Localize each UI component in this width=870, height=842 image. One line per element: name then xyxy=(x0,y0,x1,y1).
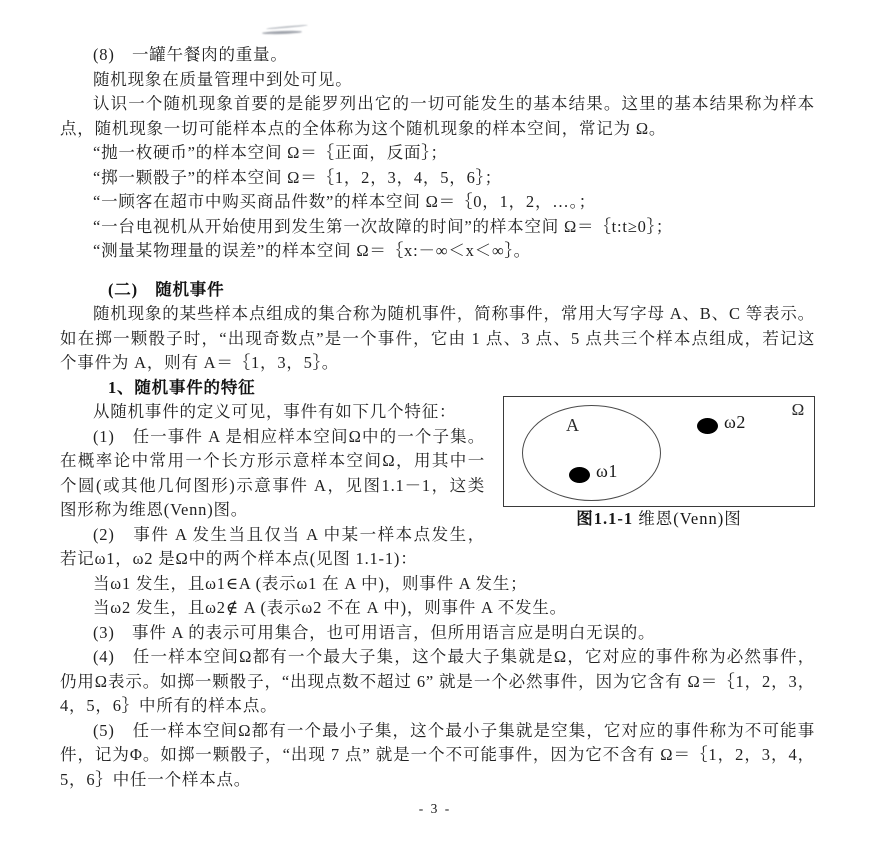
page-number: - 3 - xyxy=(418,801,452,816)
sample-point-omega2-label: ω2 xyxy=(724,412,746,432)
event-a-label: A xyxy=(566,415,580,435)
sample-point-omega1-dot xyxy=(569,467,590,483)
event-a-circle xyxy=(522,405,661,501)
paragraph-feature-2-case2: 当ω2 发生，且ω2∉ A (表示ω2 不在 A 中)，则事件 A 不发生。 xyxy=(93,598,567,617)
paragraph-feature-2: (2) 事件 A 发生当且仅当 A 中某一样本点发生，若记ω1，ω2 是Ω中的两个样本点(见图 1.1-1)： xyxy=(60,524,485,568)
scan-smudge-artifact xyxy=(262,25,310,34)
sample-space-example-die: “掷一颗骰子”的样本空间 Ω＝｛1，2，3，4，5，6｝； xyxy=(93,167,502,187)
omega-label: Ω xyxy=(791,400,805,419)
sample-space-example-tv: “一台电视机从开始使用到发生第一次故障的时间”的样本空间 Ω＝｛t:t≥0｝； xyxy=(93,216,674,236)
subsection-heading-features: 1、随机事件的特征 xyxy=(108,377,256,397)
paragraph-quality-note: 随机现象在质量管理中到处可见。 xyxy=(93,69,353,89)
paragraph-feature-4: (4) 任一样本空间Ω都有一个最大子集，这个最大子集就是Ω，它对应的事件称为必然事件，仍用Ω表示。如掷一颗骰子，“出现点数不超过 6” 就是一个必然事件，因为它含有 Ω＝｛1，2，3，4，5，6｝中所有的样本点。 xyxy=(60,647,815,715)
sample-space-example-coin: “抛一枚硬币”的样本空间 Ω＝｛正面，反面｝； xyxy=(93,143,448,162)
venn-figure xyxy=(503,396,815,532)
figure-caption-number: 图1.1-1 xyxy=(576,509,634,528)
figure-caption-title: 维恩(Venn)图 xyxy=(633,509,742,528)
paragraph-feature-1: (1) 任一事件 A 是相应样本空间Ω中的一个子集。在概率论中常用一个长方形示意样本空间Ω，用其中一个圆(或其他几何图形)示意事件 A，见图1.1－1，这类图形称为维恩(Venn)图。 xyxy=(60,426,485,519)
sample-point-omega1-label: ω1 xyxy=(596,461,618,481)
figure-caption xyxy=(503,507,815,532)
list-item-8: (8) 一罐午餐肉的重量。 xyxy=(93,45,288,64)
sample-space-example-customer: “一顾客在超市中购买商品件数”的样本空间 Ω＝｛0，1，2，…。； xyxy=(93,192,596,211)
sample-space-rectangle xyxy=(503,396,815,507)
sample-point-omega2-dot xyxy=(697,418,718,434)
paragraph-feature-2-case1: 当ω1 发生，且ω1∈A (表示ω1 在 A 中)，则事件 A 发生； xyxy=(93,573,528,593)
sample-space-example-error: “测量某物理量的误差”的样本空间 Ω＝｛x:－∞＜x＜∞｝。 xyxy=(93,241,531,260)
page-body xyxy=(60,43,815,792)
section-heading-random-events: (二) 随机事件 xyxy=(108,279,225,299)
paragraph-features-intro: 从随机事件的定义可见，事件有如下几个特征： xyxy=(93,402,457,421)
paragraph-feature-3: (3) 事件 A 的表示可用集合，也可用语言，但所用语言应是明白无误的。 xyxy=(93,622,656,642)
paragraph-intro: 认识一个随机现象首要的是能罗列出它的一切可能发生的基本结果。这里的基本结果称为样本点，随机现象一切可能样本点的全体称为这个随机现象的样本空间，常记为 Ω。 xyxy=(60,94,815,138)
paragraph-feature-5: (5) 任一样本空间Ω都有一个最小子集，这个最小子集就是空集，它对应的事件称为不可能事件，记为Φ。如掷一颗骰子，“出现 7 点” 就是一个不可能事件，因为它不含有 Ω＝｛1，2，3，4，5，6｝中任一个样本点。 xyxy=(60,720,815,789)
paragraph-random-events-intro: 随机现象的某些样本点组成的集合称为随机事件，简称事件，常用大写字母 A、B、C 等表示。如在掷一颗骰子时，“出现奇数点”是一个事件，它由 1 点、3 点、5 点共三个样本点组成，若记这个事件为 A，则有 A＝｛1，3，5｝。 xyxy=(60,304,815,372)
